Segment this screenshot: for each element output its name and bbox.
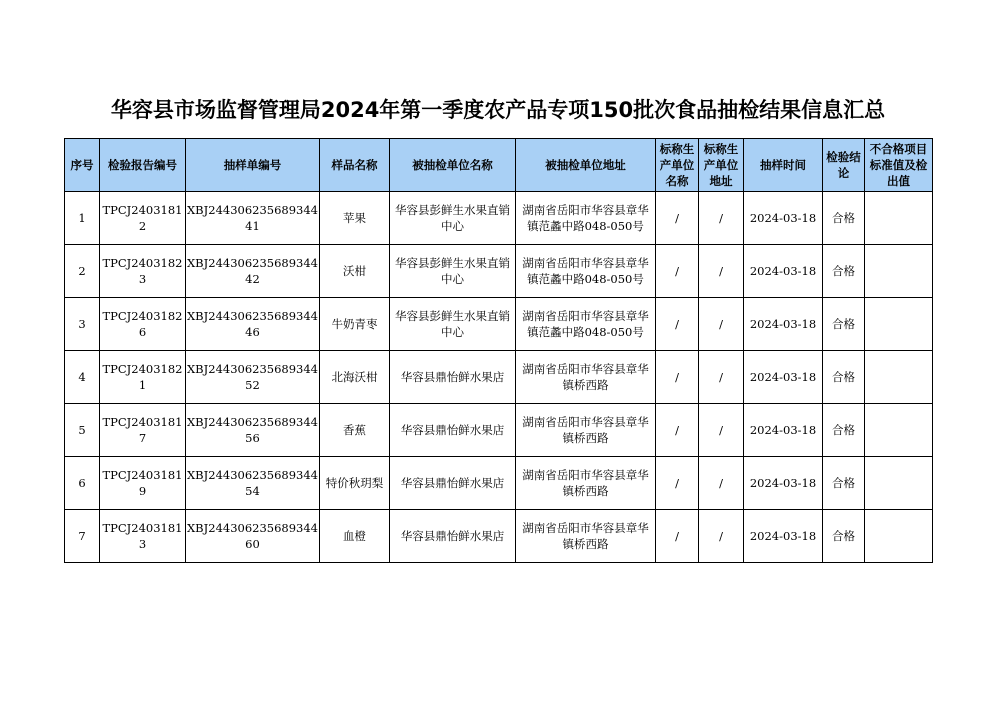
col-unit-address-header: 被抽检单位地址 [516,139,656,192]
col-sample-name-cell: 北海沃柑 [320,351,390,404]
col-sample-no-cell: XBJ24430623568934456 [186,404,320,457]
col-nonconformity-cell [865,510,933,563]
col-report-no-cell: TPCJ24031812 [100,192,186,245]
col-sample-date-cell: 2024-03-18 [744,457,823,510]
col-sample-date-cell: 2024-03-18 [744,245,823,298]
col-nonconformity-cell [865,351,933,404]
col-sample-date-cell: 2024-03-18 [744,351,823,404]
col-nonconformity-header: 不合格项目标准值及检出值 [865,139,933,192]
col-producer-address-cell: / [699,404,744,457]
col-sample-no-cell: XBJ24430623568934441 [186,192,320,245]
table-body [65,192,933,563]
col-seq-cell: 2 [65,245,100,298]
col-sample-no-header: 抽样单编号 [186,139,320,192]
col-conclusion-cell: 合格 [823,298,865,351]
table-row [65,457,933,510]
col-seq-cell: 4 [65,351,100,404]
col-unit-name-header: 被抽检单位名称 [390,139,516,192]
col-nonconformity-cell [865,245,933,298]
col-producer-address-cell: / [699,510,744,563]
col-nonconformity-cell [865,457,933,510]
col-conclusion-cell: 合格 [823,510,865,563]
table-row [65,192,933,245]
col-seq-cell: 7 [65,510,100,563]
table-row [65,298,933,351]
col-sample-date-cell: 2024-03-18 [744,192,823,245]
col-producer-name-cell: / [656,351,699,404]
col-unit-address-cell: 湖南省岳阳市华容县章华镇桥西路 [516,404,656,457]
col-unit-name-cell: 华容县鼎怡鲜水果店 [390,457,516,510]
col-sample-name-cell: 沃柑 [320,245,390,298]
col-report-no-cell: TPCJ24031819 [100,457,186,510]
col-sample-name-cell: 牛奶青枣 [320,298,390,351]
col-unit-name-cell: 华容县鼎怡鲜水果店 [390,351,516,404]
col-sample-no-cell: XBJ24430623568934452 [186,351,320,404]
col-unit-address-cell: 湖南省岳阳市华容县章华镇桥西路 [516,457,656,510]
header-row [65,139,933,192]
table-row [65,245,933,298]
table-row [65,404,933,457]
col-nonconformity-cell [865,192,933,245]
col-conclusion-cell: 合格 [823,192,865,245]
col-producer-address-header: 标称生产单位地址 [699,139,744,192]
col-conclusion-cell: 合格 [823,457,865,510]
col-conclusion-cell: 合格 [823,245,865,298]
col-report-no-cell: TPCJ24031826 [100,298,186,351]
col-report-no-cell: TPCJ24031817 [100,404,186,457]
col-producer-address-cell: / [699,351,744,404]
col-unit-address-cell: 湖南省岳阳市华容县章华镇范蠡中路048-050号 [516,298,656,351]
col-sample-no-cell: XBJ24430623568934460 [186,510,320,563]
col-sample-no-cell: XBJ24430623568934454 [186,457,320,510]
col-producer-address-cell: / [699,245,744,298]
col-seq-cell: 1 [65,192,100,245]
table-row [65,351,933,404]
col-report-no-cell: TPCJ24031813 [100,510,186,563]
col-sample-name-header: 样品名称 [320,139,390,192]
col-unit-address-cell: 湖南省岳阳市华容县章华镇桥西路 [516,351,656,404]
col-sample-date-header: 抽样时间 [744,139,823,192]
col-sample-date-cell: 2024-03-18 [744,298,823,351]
col-seq-cell: 5 [65,404,100,457]
col-producer-name-cell: / [656,245,699,298]
col-producer-name-cell: / [656,510,699,563]
col-unit-address-cell: 湖南省岳阳市华容县章华镇桥西路 [516,510,656,563]
col-seq-cell: 6 [65,457,100,510]
col-producer-address-cell: / [699,192,744,245]
col-unit-name-cell: 华容县鼎怡鲜水果店 [390,404,516,457]
col-sample-date-cell: 2024-03-18 [744,404,823,457]
col-unit-name-cell: 华容县鼎怡鲜水果店 [390,510,516,563]
col-report-no-cell: TPCJ24031823 [100,245,186,298]
col-producer-address-cell: / [699,457,744,510]
col-nonconformity-cell [865,404,933,457]
col-conclusion-cell: 合格 [823,351,865,404]
col-producer-name-header: 标称生产单位名称 [656,139,699,192]
col-unit-name-cell: 华容县彭鲜生水果直销中心 [390,245,516,298]
col-conclusion-header: 检验结论 [823,139,865,192]
table-row [65,510,933,563]
col-producer-name-cell: / [656,457,699,510]
col-report-no-cell: TPCJ24031821 [100,351,186,404]
col-sample-no-cell: XBJ24430623568934442 [186,245,320,298]
col-conclusion-cell: 合格 [823,404,865,457]
col-sample-name-cell: 特价秋玥梨 [320,457,390,510]
col-producer-name-cell: / [656,404,699,457]
col-producer-name-cell: / [656,298,699,351]
col-producer-name-cell: / [656,192,699,245]
col-sample-no-cell: XBJ24430623568934446 [186,298,320,351]
results-table [64,138,933,563]
col-sample-date-cell: 2024-03-18 [744,510,823,563]
col-seq-cell: 3 [65,298,100,351]
col-seq-header: 序号 [65,139,100,192]
col-unit-address-cell: 湖南省岳阳市华容县章华镇范蠡中路048-050号 [516,245,656,298]
col-nonconformity-cell [865,298,933,351]
col-sample-name-cell: 香蕉 [320,404,390,457]
col-unit-name-cell: 华容县彭鲜生水果直销中心 [390,298,516,351]
page-title: 华容县市场监督管理局2024年第一季度农产品专项150批次食品抽检结果信息汇总 [110,98,886,122]
col-sample-name-cell: 苹果 [320,192,390,245]
col-producer-address-cell: / [699,298,744,351]
col-unit-name-cell: 华容县彭鲜生水果直销中心 [390,192,516,245]
col-unit-address-cell: 湖南省岳阳市华容县章华镇范蠡中路048-050号 [516,192,656,245]
col-sample-name-cell: 血橙 [320,510,390,563]
col-report-no-header: 检验报告编号 [100,139,186,192]
